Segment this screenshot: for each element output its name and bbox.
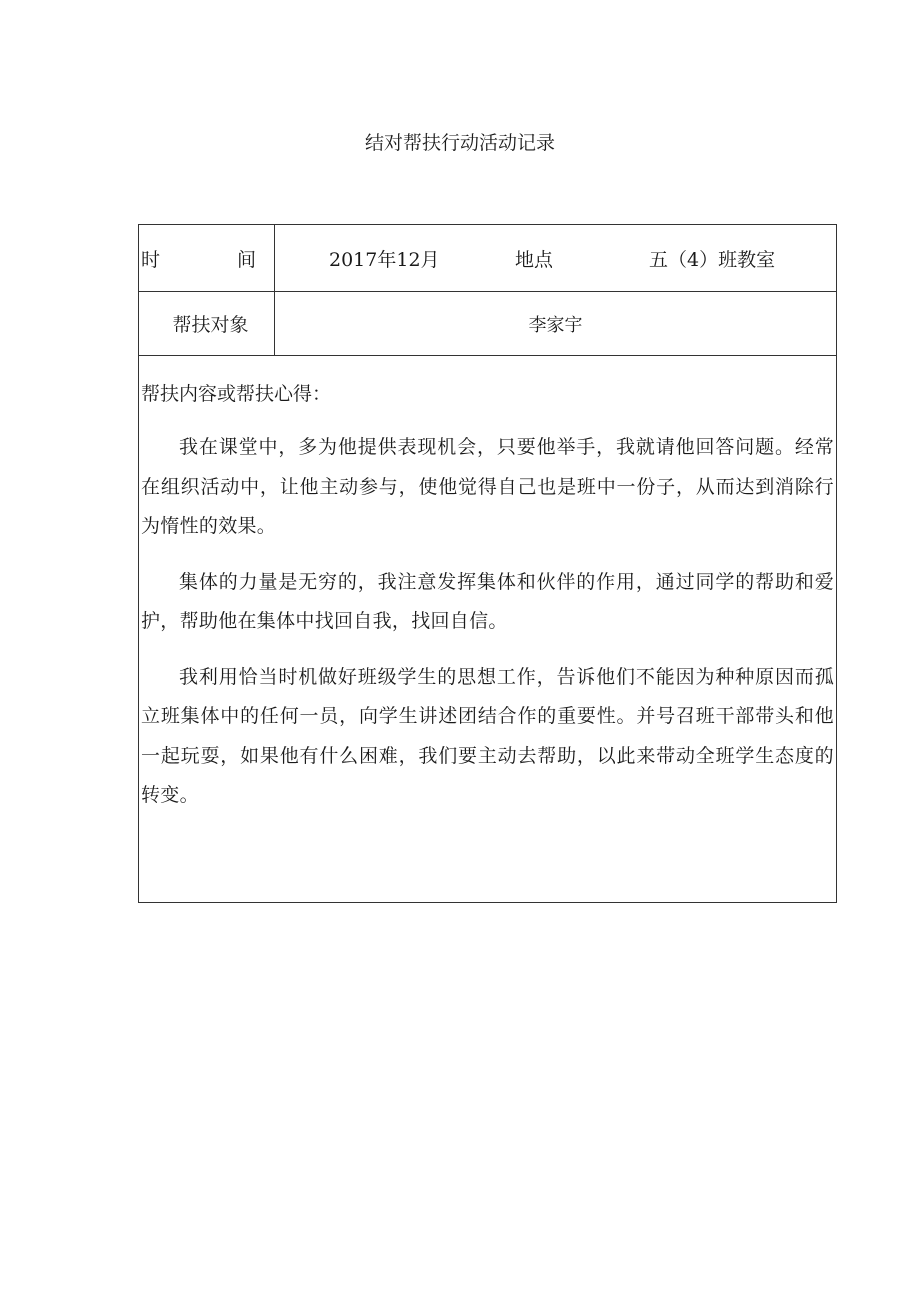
time-place-row — [139, 225, 836, 292]
record-table — [138, 224, 837, 903]
target-value: 李家宇 — [528, 314, 583, 336]
time-label-char-1: 时 — [141, 248, 161, 271]
place-value: 五（4）班教室 — [649, 248, 776, 271]
content-area — [139, 356, 836, 902]
time-label-cell — [139, 225, 275, 291]
page-title: 结对帮扶行动活动记录 — [364, 132, 555, 154]
place-label: 地点 — [515, 248, 554, 271]
target-value-cell — [275, 292, 836, 355]
time-label-char-2: 间 — [236, 248, 256, 271]
time-value: 2017年12月 — [329, 248, 440, 271]
content-heading: 帮扶内容或帮扶心得： — [141, 383, 332, 405]
target-label: 帮扶对象 — [139, 292, 275, 355]
target-row — [139, 292, 836, 356]
time-place-value-cell — [275, 225, 836, 291]
content-paragraph-1: 我在课堂中，多为他提供表现机会，只要他举手，我就请他回答问题。经常在组织活动中，让他主动参与，使他觉得自己也是班中一份子，从而达到消除行为惰性的效果。 — [141, 436, 834, 537]
content-paragraph-2: 集体的力量是无穷的，我注意发挥集体和伙伴的作用，通过同学的帮助和爱护，帮助他在集体中找回自我，找回自信。 — [141, 570, 834, 632]
content-paragraph-3: 我利用恰当时机做好班级学生的思想工作，告诉他们不能因为种种原因而孤立班集体中的任何一员，向学生讲述团结合作的重要性。并号召班干部带头和他一起玩耍，如果他有什么困难，我们要主动去帮助，以此来带动全班学生态度的转变。 — [141, 665, 834, 806]
